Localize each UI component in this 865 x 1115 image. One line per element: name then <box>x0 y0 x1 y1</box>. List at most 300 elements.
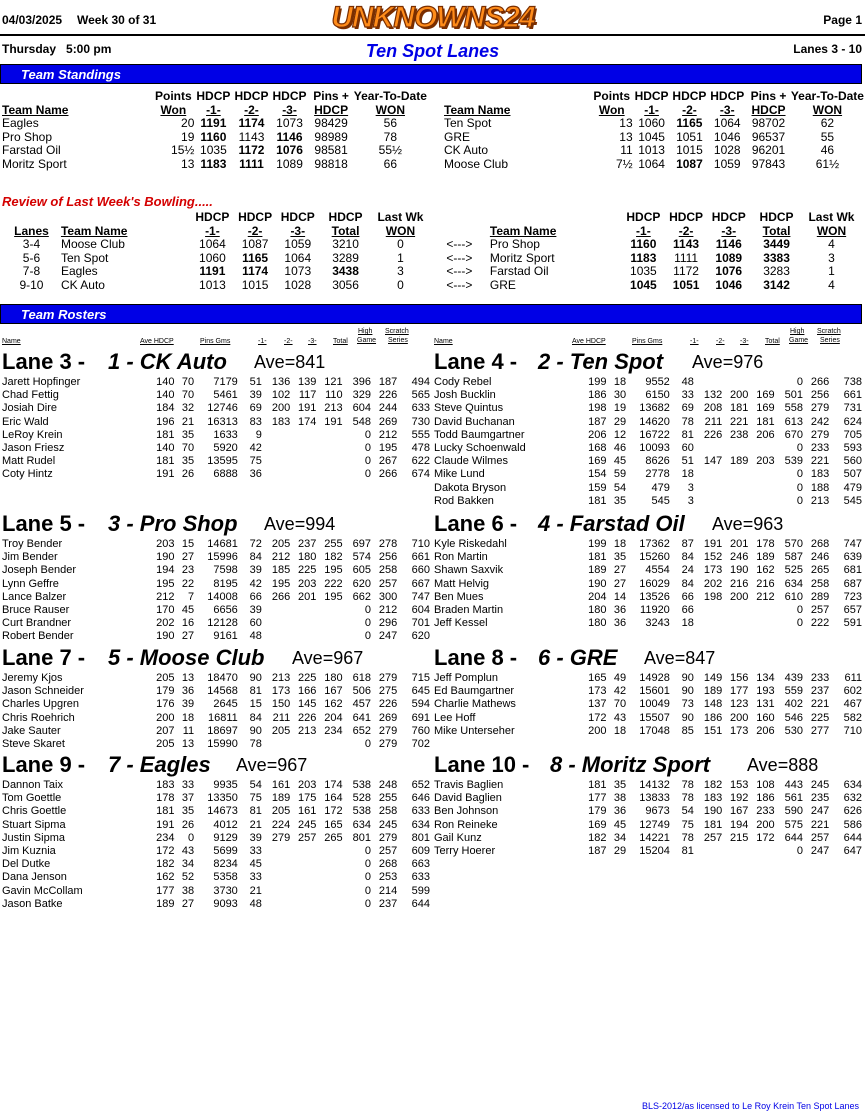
player-stat: 205 <box>271 538 291 550</box>
points-won: 20 <box>181 116 195 131</box>
player-stat: 19 <box>613 402 627 415</box>
game-2: 1051 <box>672 277 700 292</box>
player-stat <box>316 858 342 871</box>
player-stat: 186 <box>756 792 775 805</box>
player-stat: 27 <box>181 551 195 564</box>
player-stat: 548 <box>352 415 371 428</box>
player-stat: 525 <box>784 564 803 577</box>
player-stat <box>316 871 342 884</box>
player-stat: 222 <box>810 617 830 630</box>
player-stat: 102 <box>271 389 291 402</box>
player-stat <box>290 455 316 468</box>
player-stat: 269 <box>378 711 398 724</box>
player-stat <box>290 845 316 858</box>
player-stat: 226 <box>378 389 398 402</box>
player-name: Jake Sauter <box>2 724 61 737</box>
player-row <box>2 845 430 858</box>
player-stat: 117 <box>298 389 317 402</box>
player-name: Ben Mues <box>434 590 484 603</box>
roster-column-header: -2- <box>716 338 725 345</box>
column-header: Total <box>331 223 360 238</box>
game-1: 1183 <box>200 156 227 171</box>
player-stat <box>290 604 316 617</box>
player-stat: 182 <box>588 831 607 844</box>
lane-label: Lane 5 - <box>2 511 86 536</box>
player-stat: 244 <box>378 402 398 415</box>
column-header: WON <box>375 102 405 117</box>
game-2: 1143 <box>238 129 265 144</box>
player-stat: 198 <box>588 402 607 415</box>
column-header: HDCP <box>234 89 269 103</box>
player-row <box>2 832 430 845</box>
player-stat: 604 <box>352 402 371 415</box>
player-name: Lynn Geffre <box>2 577 59 590</box>
player-stat: 23 <box>181 564 195 577</box>
player-stat: 4012 <box>213 818 238 831</box>
player-row <box>434 591 862 604</box>
player-stat: 212 <box>378 604 398 617</box>
player-stat <box>694 482 722 495</box>
player-stat: 738 <box>843 376 862 388</box>
player-name: Todd Baumgartner <box>434 428 525 441</box>
player-name: Dana Jenson <box>2 871 67 884</box>
player-stat: 3 <box>687 494 694 507</box>
player-stat: 154 <box>588 468 607 481</box>
game-3: 1064 <box>284 250 312 265</box>
player-stat: 81 <box>681 845 694 858</box>
player-stat: 37 <box>181 792 195 805</box>
game-3: 1059 <box>713 156 741 171</box>
player-row <box>434 845 862 858</box>
player-stat: 21 <box>181 415 195 428</box>
column-header: Year-To-Date <box>353 89 427 103</box>
player-stat <box>262 858 290 871</box>
team-title: 5 - Moose Club <box>108 645 265 670</box>
player-stat: 439 <box>784 672 803 684</box>
team-title: 8 - Moritz Sport <box>550 752 711 777</box>
player-stat: 48 <box>681 376 694 388</box>
player-name: Claude Wilmes <box>434 455 508 468</box>
game-2: 1143 <box>673 237 700 252</box>
player-stat: 11920 <box>640 604 670 617</box>
player-stat: 16722 <box>639 428 670 441</box>
player-stat <box>262 738 290 751</box>
player-stat: 652 <box>352 724 371 737</box>
roster-table <box>434 779 862 858</box>
player-stat: 84 <box>681 551 694 564</box>
game-1: 1035 <box>630 264 657 279</box>
game-3: 1076 <box>276 143 303 158</box>
player-row <box>2 805 430 818</box>
player-stat: 604 <box>411 604 430 617</box>
player-stat: 164 <box>324 792 343 805</box>
player-row <box>2 630 430 643</box>
player-stat: 191 <box>703 538 723 550</box>
player-row <box>434 779 862 792</box>
player-name: Kyle Riskedahl <box>434 538 507 550</box>
player-stat: 33 <box>681 389 694 402</box>
player-stat: 78 <box>681 831 694 844</box>
column-header <box>429 211 490 225</box>
column-header: -1- <box>206 102 221 117</box>
versus-arrow: <---> <box>446 250 473 265</box>
player-stat: 555 <box>411 428 430 441</box>
column-header <box>2 211 61 225</box>
player-stat: 613 <box>784 415 803 428</box>
player-stat: 3 <box>687 481 694 494</box>
column-header: Team Name <box>2 102 69 117</box>
player-stat: 0 <box>364 428 371 441</box>
player-stat: 187 <box>588 415 607 428</box>
player-stat: 190 <box>730 564 749 577</box>
column-header: HDCP <box>238 210 273 224</box>
player-stat <box>290 617 316 630</box>
player-stat: 14928 <box>639 672 670 684</box>
player-name: Stuart Sipma <box>2 818 66 831</box>
player-stat: 575 <box>784 818 803 831</box>
player-stat: 149 <box>703 672 723 684</box>
player-stat <box>722 604 748 617</box>
player-stat: 173 <box>703 564 723 577</box>
player-stat: 528 <box>352 792 371 805</box>
game-1: 1060 <box>638 116 665 131</box>
player-stat: 182 <box>156 858 175 871</box>
player-stat: 204 <box>588 590 607 603</box>
player-stat: 66 <box>681 604 694 617</box>
player-stat: 148 <box>703 698 723 711</box>
player-stat: 14568 <box>207 685 238 698</box>
total: 3289 <box>332 250 359 265</box>
lanes: 3-4 <box>22 237 41 252</box>
player-stat: 18470 <box>207 672 238 684</box>
player-row <box>434 805 862 818</box>
pins-hdcp: 98818 <box>314 156 348 171</box>
player-stat: 267 <box>378 455 398 468</box>
player-stat: 559 <box>784 685 803 698</box>
player-name: Eric Wald <box>2 415 49 428</box>
player-name: Jason Batke <box>2 897 63 910</box>
player-stat: 545 <box>843 494 862 507</box>
player-row <box>434 712 862 725</box>
player-stat: 0 <box>364 845 371 858</box>
game-2: 1111 <box>239 156 264 171</box>
player-stat: 0 <box>364 468 371 481</box>
total: 3383 <box>763 250 790 265</box>
player-stat: 167 <box>324 685 343 698</box>
game-1: 1060 <box>199 250 226 265</box>
player-stat: 195 <box>378 442 398 455</box>
player-stat: 507 <box>843 468 862 481</box>
player-stat: 257 <box>810 604 830 617</box>
player-stat: 147 <box>703 455 723 468</box>
game-2: 1165 <box>242 250 269 265</box>
player-stat: 45 <box>249 858 262 871</box>
player-stat: 178 <box>156 792 175 805</box>
player-stat: 258 <box>378 805 398 818</box>
player-stat: 183 <box>156 779 175 791</box>
player-stat: 51 <box>249 376 262 388</box>
player-stat: 51 <box>681 455 694 468</box>
column-header: Won <box>598 102 625 117</box>
total: 3056 <box>332 277 359 292</box>
player-stat: 12 <box>613 428 627 441</box>
player-stat: 15507 <box>639 711 670 724</box>
player-stat: 265 <box>810 564 830 577</box>
game-3: 1146 <box>715 237 742 252</box>
player-stat: 2645 <box>213 698 238 711</box>
column-header: WON <box>812 102 843 117</box>
player-stat: 705 <box>843 428 862 441</box>
player-stat: 203 <box>156 538 175 550</box>
lane-label: Lane 4 - <box>434 349 518 374</box>
team-name: Moose Club <box>444 156 509 171</box>
player-stat: 647 <box>843 845 862 858</box>
column-header: Year-To-Date <box>790 89 864 103</box>
player-stat: 78 <box>681 779 694 791</box>
player-stat: 24 <box>681 564 694 577</box>
standings-row <box>444 144 864 158</box>
team-title: 4 - Farstad Oil <box>538 511 685 536</box>
player-stat: 199 <box>588 376 607 388</box>
player-stat <box>262 455 290 468</box>
player-stat: 176 <box>156 698 175 711</box>
player-stat: 30 <box>613 389 627 402</box>
player-stat: 225 <box>810 711 830 724</box>
player-stat: 539 <box>784 455 803 468</box>
player-stat: 296 <box>378 617 398 630</box>
player-stat: 203 <box>298 779 317 791</box>
player-stat: 221 <box>810 698 830 711</box>
player-stat: 12128 <box>207 617 238 630</box>
player-stat: 54 <box>249 779 262 791</box>
player-stat <box>290 630 316 643</box>
team-name: Eagles <box>2 116 39 131</box>
review-row <box>2 279 860 293</box>
player-name: Lucky Schoenwald <box>434 442 526 455</box>
won: 1 <box>397 250 404 265</box>
team-average: Ave=967 <box>236 755 308 775</box>
player-stat: 204 <box>324 711 343 724</box>
team-title: 6 - GRE <box>538 645 618 670</box>
lanes: 7-8 <box>22 264 41 279</box>
player-name: Joseph Bender <box>2 564 76 577</box>
player-stat <box>694 376 722 389</box>
player-stat: 6888 <box>213 468 238 481</box>
player-name: David Buchanan <box>434 415 515 428</box>
player-stat: 161 <box>298 805 317 818</box>
player-stat: 139 <box>298 376 317 388</box>
player-stat: 610 <box>784 590 803 603</box>
player-stat: 715 <box>411 672 430 684</box>
player-stat <box>262 871 290 884</box>
player-stat: 179 <box>588 805 607 818</box>
pins-hdcp: 98429 <box>314 116 348 131</box>
player-stat: 546 <box>784 711 803 724</box>
player-stat: 15996 <box>207 551 238 564</box>
player-stat: 7598 <box>213 564 238 577</box>
player-stat: 565 <box>411 389 430 402</box>
standings-row <box>2 144 427 158</box>
player-stat: 75 <box>249 455 262 468</box>
player-stat: 5699 <box>213 845 238 858</box>
player-stat: 247 <box>810 845 830 858</box>
roster-column-header: Pins Gms <box>200 338 231 345</box>
column-header: Won <box>160 102 187 117</box>
player-stat: 2778 <box>645 468 670 481</box>
player-stat: 54 <box>681 805 694 818</box>
roster-table <box>434 538 862 630</box>
player-stat: 587 <box>784 551 803 564</box>
roster-column-header: Scratch <box>817 328 841 335</box>
player-stat: 131 <box>756 698 775 711</box>
player-stat: 494 <box>411 376 430 388</box>
player-stat: 674 <box>411 468 430 481</box>
player-stat: 205 <box>156 738 175 751</box>
column-header: Team Name <box>489 223 557 238</box>
player-stat: 663 <box>411 858 430 871</box>
player-stat: 457 <box>352 698 371 711</box>
player-stat <box>262 885 290 898</box>
player-stat: 237 <box>810 685 830 698</box>
player-stat: 0 <box>364 897 371 910</box>
player-stat: 279 <box>378 738 398 751</box>
player-stat: 257 <box>703 831 723 844</box>
player-stat: 60 <box>681 442 694 455</box>
player-stat: 90 <box>681 672 694 684</box>
player-stat: 234 <box>156 831 175 844</box>
player-stat: 203 <box>756 455 775 468</box>
team-name: GRE <box>444 129 471 144</box>
player-row <box>434 455 862 468</box>
player-row <box>434 402 862 415</box>
player-row <box>2 698 430 711</box>
player-stat: 257 <box>810 831 830 844</box>
total: 3438 <box>332 264 359 279</box>
column-header: HDCP <box>710 89 745 103</box>
review-table <box>2 211 860 293</box>
player-stat: 162 <box>756 564 775 577</box>
player-stat: 697 <box>352 538 371 550</box>
player-stat: 582 <box>843 711 862 724</box>
player-stat: 329 <box>352 389 371 402</box>
player-stat: 22 <box>181 577 195 590</box>
player-row <box>2 578 430 591</box>
player-stat: 181 <box>156 805 175 818</box>
player-stat: 14620 <box>639 415 670 428</box>
won: 3 <box>828 250 835 265</box>
player-stat: 221 <box>810 455 830 468</box>
player-stat: 0 <box>364 442 371 455</box>
roster-column-header: Series <box>388 337 408 344</box>
player-stat: 641 <box>352 711 371 724</box>
player-stat: 173 <box>588 685 607 698</box>
game-3: 1046 <box>715 277 743 292</box>
player-stat: 731 <box>843 402 862 415</box>
player-stat: 26 <box>181 818 195 831</box>
player-stat: 195 <box>324 590 343 603</box>
player-stat: 723 <box>843 590 862 603</box>
player-stat: 238 <box>730 428 749 441</box>
player-stat: 81 <box>249 805 262 818</box>
player-stat <box>290 442 316 455</box>
player-row <box>434 429 862 442</box>
player-stat: 206 <box>756 428 775 441</box>
player-stat: 645 <box>411 685 430 698</box>
player-stat: 268 <box>810 538 830 550</box>
player-row <box>2 792 430 805</box>
player-stat: 195 <box>156 577 175 590</box>
player-stat: 248 <box>378 779 398 791</box>
game-3: 1073 <box>276 116 303 131</box>
player-stat <box>722 442 748 455</box>
player-stat: 17048 <box>639 724 670 737</box>
roster-column-header: Pins Gms <box>632 338 663 345</box>
player-stat: 162 <box>156 871 175 884</box>
team-name: Farstad Oil <box>2 143 61 158</box>
player-row <box>2 376 430 389</box>
player-stat: 190 <box>703 805 723 818</box>
team-name: Moritz Sport <box>2 156 67 171</box>
player-stat: 140 <box>156 389 175 402</box>
player-stat <box>722 482 748 495</box>
player-stat: 81 <box>249 685 262 698</box>
player-stat: 165 <box>324 818 343 831</box>
column-header: HDCP <box>195 210 230 224</box>
column-header: Points <box>593 89 631 103</box>
player-stat: 177 <box>588 792 607 805</box>
game-3: 1028 <box>713 143 741 158</box>
player-row <box>434 538 862 551</box>
team-name: Pro Shop <box>2 129 53 144</box>
player-stat: 34 <box>613 831 627 844</box>
points-won: 7½ <box>615 156 633 171</box>
team-name: CK Auto <box>444 143 489 158</box>
player-stat: 6150 <box>645 389 670 402</box>
player-stat: 121 <box>324 376 343 388</box>
player-stat: 172 <box>156 845 175 858</box>
player-name: Gail Kunz <box>434 831 482 844</box>
review-row <box>2 265 860 279</box>
player-stat: 43 <box>613 711 627 724</box>
column-header: WON <box>385 223 416 238</box>
player-stat: 191 <box>298 402 317 415</box>
player-stat: 16 <box>181 617 195 630</box>
player-stat: 212 <box>271 551 291 564</box>
player-name: Curt Brandner <box>2 617 72 630</box>
player-stat <box>722 376 748 389</box>
player-stat: 269 <box>378 415 398 428</box>
player-name: Jeff Kessel <box>434 617 488 630</box>
player-stat: 279 <box>810 428 830 441</box>
column-header <box>61 211 191 225</box>
player-row <box>2 685 430 698</box>
player-row <box>434 442 862 455</box>
player-stat <box>316 617 342 630</box>
player-stat: 43 <box>181 845 195 858</box>
player-row <box>434 604 862 617</box>
player-stat: 151 <box>703 724 723 737</box>
player-stat: 181 <box>156 455 175 468</box>
player-stat <box>316 468 342 481</box>
player-stat: 225 <box>298 672 317 684</box>
player-row <box>2 725 430 738</box>
player-stat <box>290 898 316 911</box>
player-stat: 13682 <box>639 402 670 415</box>
roster-column-header: Scratch <box>385 328 409 335</box>
player-name: Ed Baumgartner <box>434 685 515 698</box>
player-stat: 5461 <box>213 389 238 402</box>
player-name: Braden Martin <box>434 604 504 617</box>
